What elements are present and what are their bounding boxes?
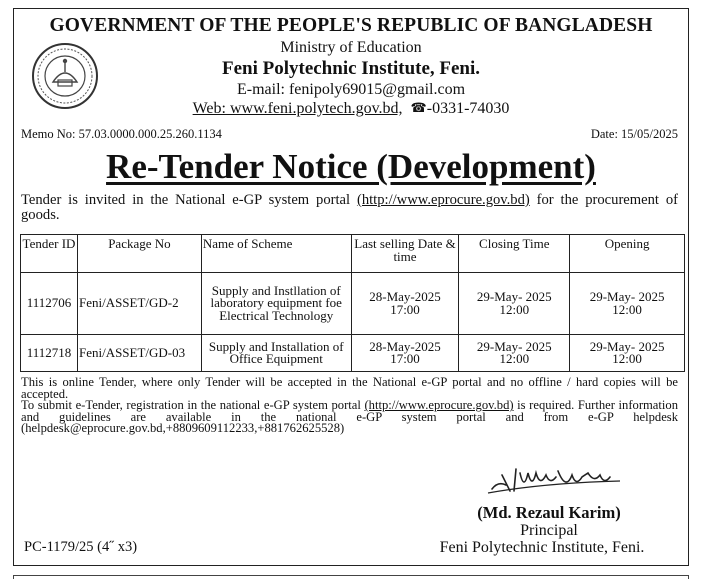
eprocure-link[interactable]: (http://www.eprocure.gov.bd) [356,192,530,208]
tender-intro [21,193,678,223]
column-header: Closing Time [459,235,570,273]
column-header: Tender ID [21,235,78,273]
tender-table [20,234,685,372]
column-header: Last selling Date & time [351,235,459,273]
ministry-name: Ministry of Education [280,39,422,56]
date-text: 29-May- 2025 [476,289,552,304]
submission-note [21,400,678,435]
signatory-name: (Md. Rezaul Karim) [477,503,621,522]
column-header: Opening [570,235,685,273]
institute-name: Feni Polytechnic Institute, Feni. [221,58,481,79]
telephone-icon: ☎ [410,100,427,115]
memo-number: Memo No: 57.03.0000.000.25.260.1134 [21,127,222,141]
opening-cell [570,273,685,335]
signatory-institute: Feni Polytechnic Institute, Feni. [439,539,645,556]
last-selling-cell [351,335,459,372]
tender-notice-document [13,8,689,566]
memo-date: Date: 15/05/2025 [590,127,678,141]
online-tender-note: This is online Tender, where only Tender will be accepted in the National e-GP portal and no offline / hard copies will be accepted. [21,375,678,401]
pc-number: PC-1179/25 (4˝ x3) [24,539,138,555]
table-header-row [21,235,685,273]
scheme-cell: Supply and Installation of Office Equipment [201,335,351,372]
institute-phone: -0331-74030 [426,100,510,117]
column-header: Name of Scheme [201,235,351,273]
package-no-cell: Feni/ASSET/GD-03 [77,335,201,372]
date-text: 28-May-2025 [369,338,441,354]
time-text: 17:00 [390,301,420,317]
date-text: 29-May- 2025 [589,289,665,304]
eprocure-link[interactable]: (http://www.eprocure.gov.bd) [364,398,514,412]
next-clipping-edge [13,575,689,579]
tender-id-cell: 1112718 [21,335,78,372]
time-text: 17:00 [390,351,420,366]
tender-instructions [21,377,678,435]
institute-website[interactable]: Web: www.feni.polytech.gov.bd, [192,100,403,117]
column-header: Package No [77,235,201,273]
submission-text-end: is required. Further information and guidelines are available in the national e-GP system portal and from e-GP helpdesk (helpdesk@eprocure.gov.bd,+8809609112233,+881762625528) [21,398,678,435]
institute-email: E-mail: fenipoly69015@gmail.com [236,81,466,98]
submission-text: To submit e-Tender, registration in the national e-GP system portal [21,398,365,412]
last-selling-cell [351,273,459,335]
tender-id-cell: 1112706 [21,273,78,335]
date-text: 29-May- 2025 [476,338,552,354]
package-no-cell: Feni/ASSET/GD-2 [77,273,201,335]
closing-time-cell [459,273,570,335]
time-text: 12:00 [612,301,642,317]
intro-text: Tender is invited in the National e-GP system portal [21,192,357,208]
web-phone-line [14,100,688,118]
scheme-cell: Supply and Instllation of laboratory equipment foe Electrical Technology [201,273,351,335]
date-text: 29-May- 2025 [589,338,665,354]
time-text: 12:00 [612,351,642,366]
signatory-title: Principal [520,522,578,539]
date-text: 28-May-2025 [369,289,441,304]
notice-title: Re-Tender Notice (Development) [106,147,596,186]
table-row [21,335,685,372]
handwritten-signature [484,461,624,497]
table-row [21,273,685,335]
opening-cell [570,335,685,372]
closing-time-cell [459,335,570,372]
time-text: 12:00 [499,301,530,317]
time-text: 12:00 [499,351,530,366]
intro-text-end: for the procurement of goods. [21,192,678,223]
government-heading: GOVERNMENT OF THE PEOPLE'S REPUBLIC OF BANGLADESH [49,15,653,36]
